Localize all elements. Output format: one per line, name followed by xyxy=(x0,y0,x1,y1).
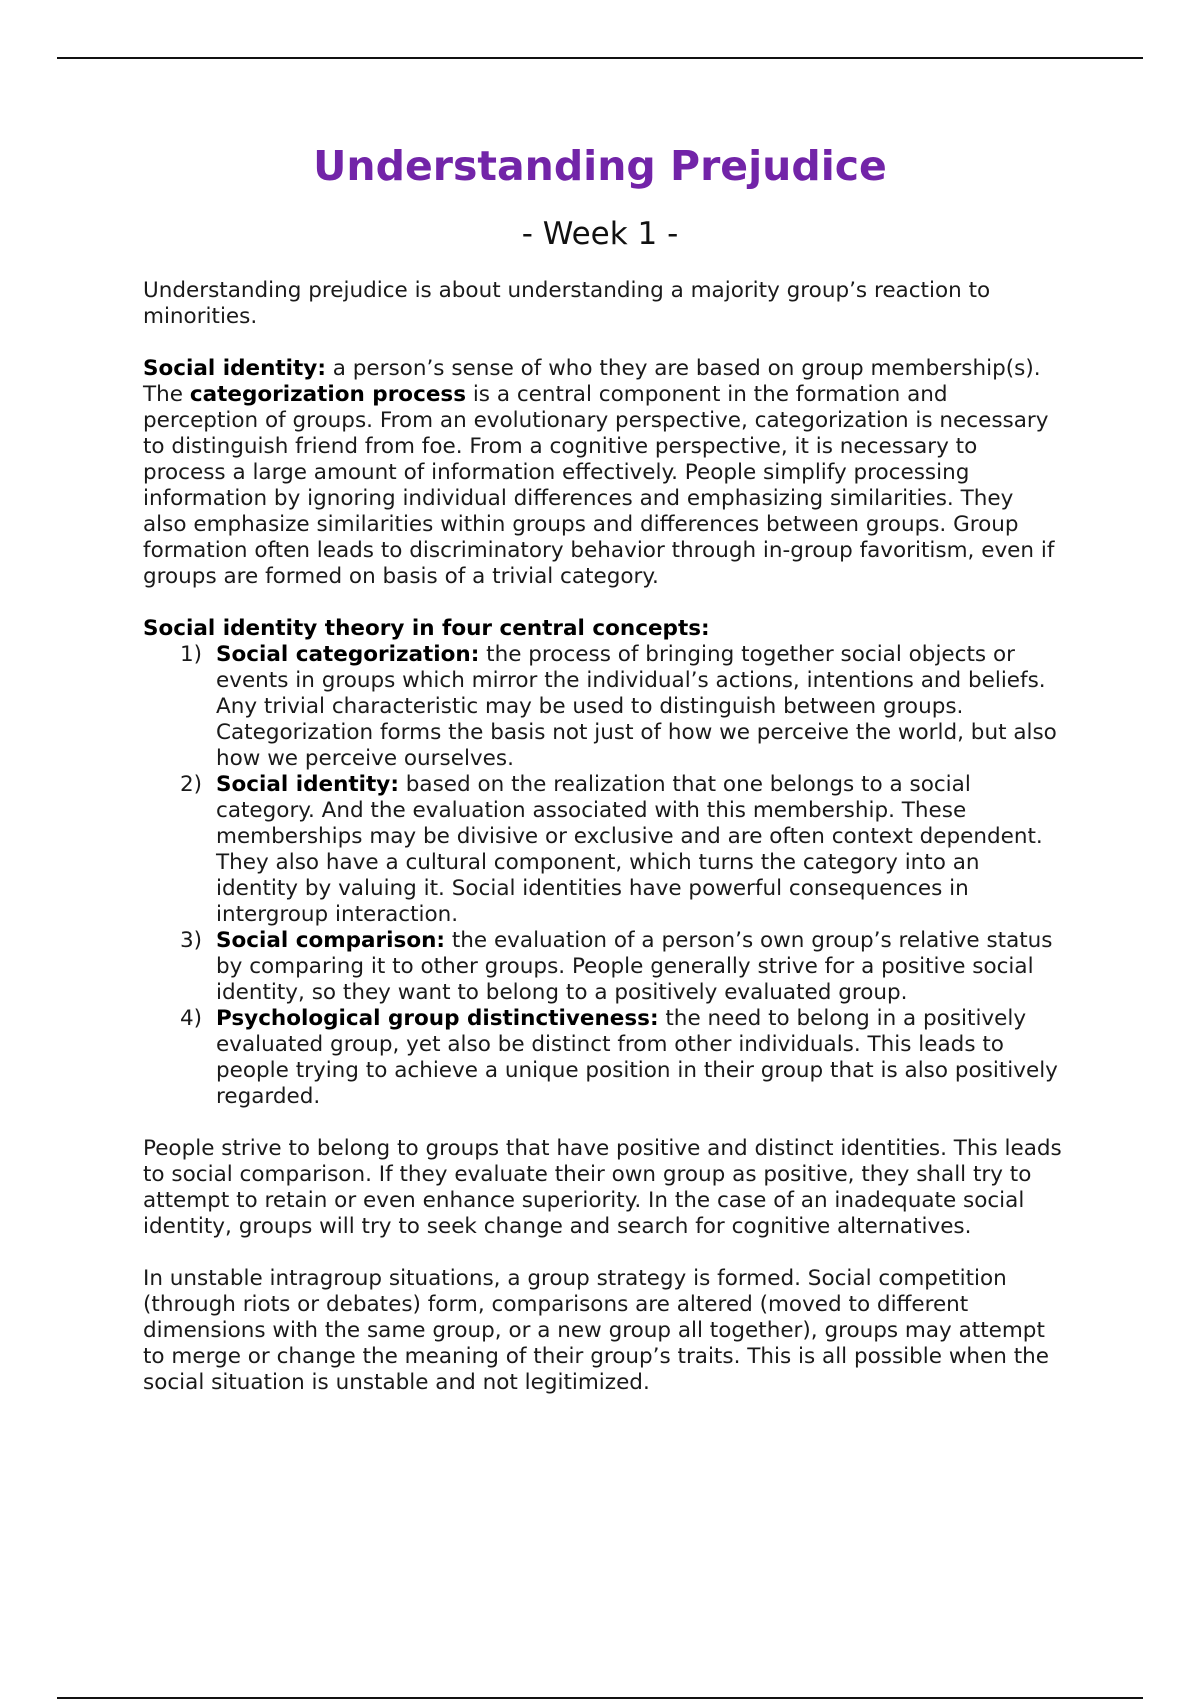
list-item-text: the need to belong in a positively evaluated group, yet also be distinct from other individuals. This leads to people trying to achieve a unique position in their group that is also positively regarded. xyxy=(216,1006,1058,1109)
social-identity-text-2: is a central component in the formation and perception of groups. From an evolutionary perspective, categorization is necessary to distinguish friend from foe. From a cognitive perspective, it is necessary to process a large amount of information effectively. People simplify processing information by ignoring individual differences and emphasizing similarities. They also emphasize similarities within groups and differences between groups. Group formation often leads to discriminatory behavior through in-group favoritism, even if groups are formed on basis of a trivial category. xyxy=(143,382,1055,589)
theory-heading: Social identity theory in four central concepts: xyxy=(143,616,710,641)
list-item xyxy=(143,772,1063,928)
list-item-text: the process of bringing together social objects or events in groups which mirror the individual’s actions, intentions and beliefs. Any trivial characteristic may be used to distinguish between groups. Categorization forms the basis not just of how we perceive the world, but also how we perceive ourselves. xyxy=(216,642,1057,771)
list-item xyxy=(143,1006,1063,1110)
page-title: Understanding Prejudice xyxy=(313,142,887,190)
list-item-term: Social categorization: xyxy=(216,642,480,667)
list-item-number: 1) xyxy=(180,642,203,667)
concepts-list xyxy=(143,642,1063,1110)
document-body xyxy=(143,278,1063,1422)
categorization-process-term: categorization process xyxy=(189,382,466,407)
list-item-term: Psychological group distinctiveness: xyxy=(216,1006,659,1031)
unstable-situations-paragraph: In unstable intragroup situations, a group strategy is formed. Social competition (through riots or debates) form, comparisons are altered (moved to different dimensions with the same group, or a new group all together), groups may attempt to merge or change the meaning of their group’s traits. This is all possible when the social situation is unstable and not legitimized. xyxy=(143,1266,1050,1395)
list-item xyxy=(143,928,1063,1006)
header-rule xyxy=(57,57,1143,59)
list-item xyxy=(143,642,1063,772)
social-identity-term: Social identity: xyxy=(143,356,326,381)
social-identity-paragraph xyxy=(143,356,1063,590)
social-identity-text-1: a person’s sense of who they are based on group membership(s). The xyxy=(143,356,1041,407)
footer-rule xyxy=(57,1697,1143,1699)
list-item-term: Social identity: xyxy=(216,772,399,797)
list-item-text: the evaluation of a person’s own group’s relative status by comparing it to other groups. People generally strive for a positive social identity, so they want to belong to a positively evaluated group. xyxy=(216,928,1053,1005)
list-item-term: Social comparison: xyxy=(216,928,445,953)
list-item-number: 3) xyxy=(180,928,203,953)
list-item-text: based on the realization that one belongs to a social category. And the evaluation associated with this membership. These memberships may be divisive or exclusive and are often context dependent. They also have a cultural component, which turns the category into an identity by valuing it. Social identities have powerful consequences in intergroup interaction. xyxy=(216,772,1043,927)
list-item-number: 2) xyxy=(180,772,203,797)
intro-paragraph: Understanding prejudice is about understanding a majority group’s reaction to minorities. xyxy=(143,278,991,329)
list-item-number: 4) xyxy=(180,1006,203,1031)
page-subtitle: - Week 1 - xyxy=(521,216,679,252)
positive-identity-paragraph: People strive to belong to groups that have positive and distinct identities. This leads to social comparison. If they evaluate their own group as positive, they shall try to attempt to retain or even enhance superiority. In the case of an inadequate social identity, groups will try to seek change and search for cognitive alternatives. xyxy=(143,1136,1062,1239)
